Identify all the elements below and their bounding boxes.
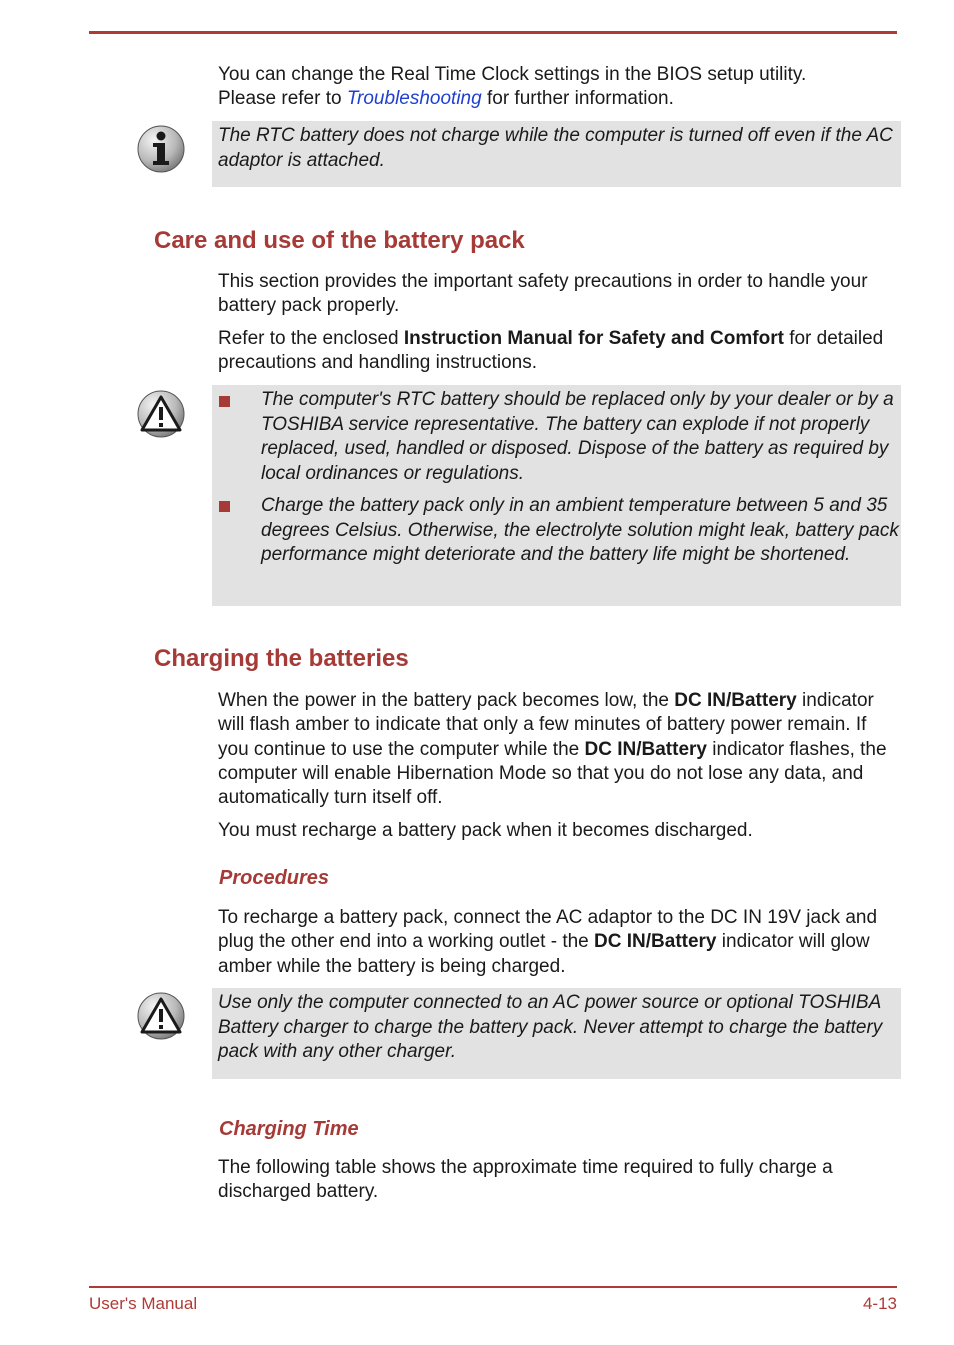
bullet-marker — [219, 396, 230, 407]
indicator-name: DC IN/Battery — [674, 690, 797, 711]
procedures-text: To recharge a battery pack, connect the AC adaptor to the DC IN 19V jack and plug the other end into a working outlet - the — [218, 907, 878, 953]
charging-text: indicator flashes, the computer will enable Hibernation Mode so that you do not lose any data, and automatically turn itself off. — [218, 738, 887, 809]
intro-line-1: You can change the Real Time Clock settings in the BIOS setup utility. — [218, 64, 807, 85]
intro-paragraph — [218, 63, 902, 112]
care-text-end: for detailed precautions and handling instructions. — [218, 328, 884, 374]
charging-text: When the power in the battery pack becomes low, the — [218, 690, 675, 711]
bullet-marker — [219, 501, 230, 512]
warning-item-2: Charge the battery pack only in an ambient temperature between 5 and 35 degrees Celsius. Otherwise, the electrolyte solution might leak, battery pack performance might deteriorate and the battery life might be shortened. — [261, 495, 899, 565]
charging-paragraph-1 — [218, 689, 902, 810]
indicator-name: DC IN/Battery — [594, 931, 717, 953]
charging-time-paragraph: The following table shows the approximate time required to fully charge a discharged battery. — [218, 1157, 833, 1203]
intro-text: Please refer to — [218, 88, 347, 110]
footer-manual-title: User's Manual — [89, 1294, 198, 1313]
care-paragraph-1: This section provides the important safety precautions in order to handle your battery pack properly. — [218, 271, 868, 317]
charging-time-heading: Charging Time — [219, 1118, 359, 1140]
troubleshooting-link[interactable]: Troubleshooting — [346, 88, 482, 110]
warning-icon — [136, 991, 186, 1041]
procedures-heading: Procedures — [219, 867, 330, 889]
warning-item-1: The computer's RTC battery should be replaced only by your dealer or by a TOSHIBA service representative. The battery can explode if not properly replaced, used, handled or disposed. Dispose of the battery as required by local ordinances or regulations. — [261, 389, 894, 484]
page-number: 4-13 — [862, 1294, 897, 1313]
charging-paragraph-2: You must recharge a battery pack when it becomes discharged. — [218, 820, 753, 841]
intro-line-2 — [218, 87, 902, 111]
procedures-text-end: indicator will glow amber while the battery is being charged. — [218, 931, 870, 977]
charging-text: indicator will flash amber to indicate that only a few minutes of battery power remain. If you continue to use the computer while the — [218, 690, 874, 760]
rtc-note-text: The RTC battery does not charge while the computer is turned off even if the AC adaptor is attached. — [218, 125, 893, 171]
footer-rule — [89, 1286, 897, 1288]
intro-text-end: for further information. — [481, 88, 674, 110]
care-paragraph-2 — [218, 327, 902, 376]
indicator-name: DC IN/Battery — [584, 738, 707, 760]
procedures-paragraph — [218, 906, 902, 979]
section-heading-care: Care and use of the battery pack — [154, 227, 525, 254]
manual-title: Instruction Manual for Safety and Comfort — [403, 328, 784, 349]
warning-icon — [136, 389, 186, 439]
header-rule — [89, 31, 897, 34]
care-text: Refer to the enclosed — [218, 328, 404, 349]
caution-text: Use only the computer connected to an AC power source or optional TOSHIBA Battery charger to charge the battery pack. Never attempt to charge the battery pack with any other charger. — [218, 992, 883, 1062]
info-icon — [136, 124, 186, 174]
section-heading-charging: Charging the batteries — [154, 645, 409, 672]
